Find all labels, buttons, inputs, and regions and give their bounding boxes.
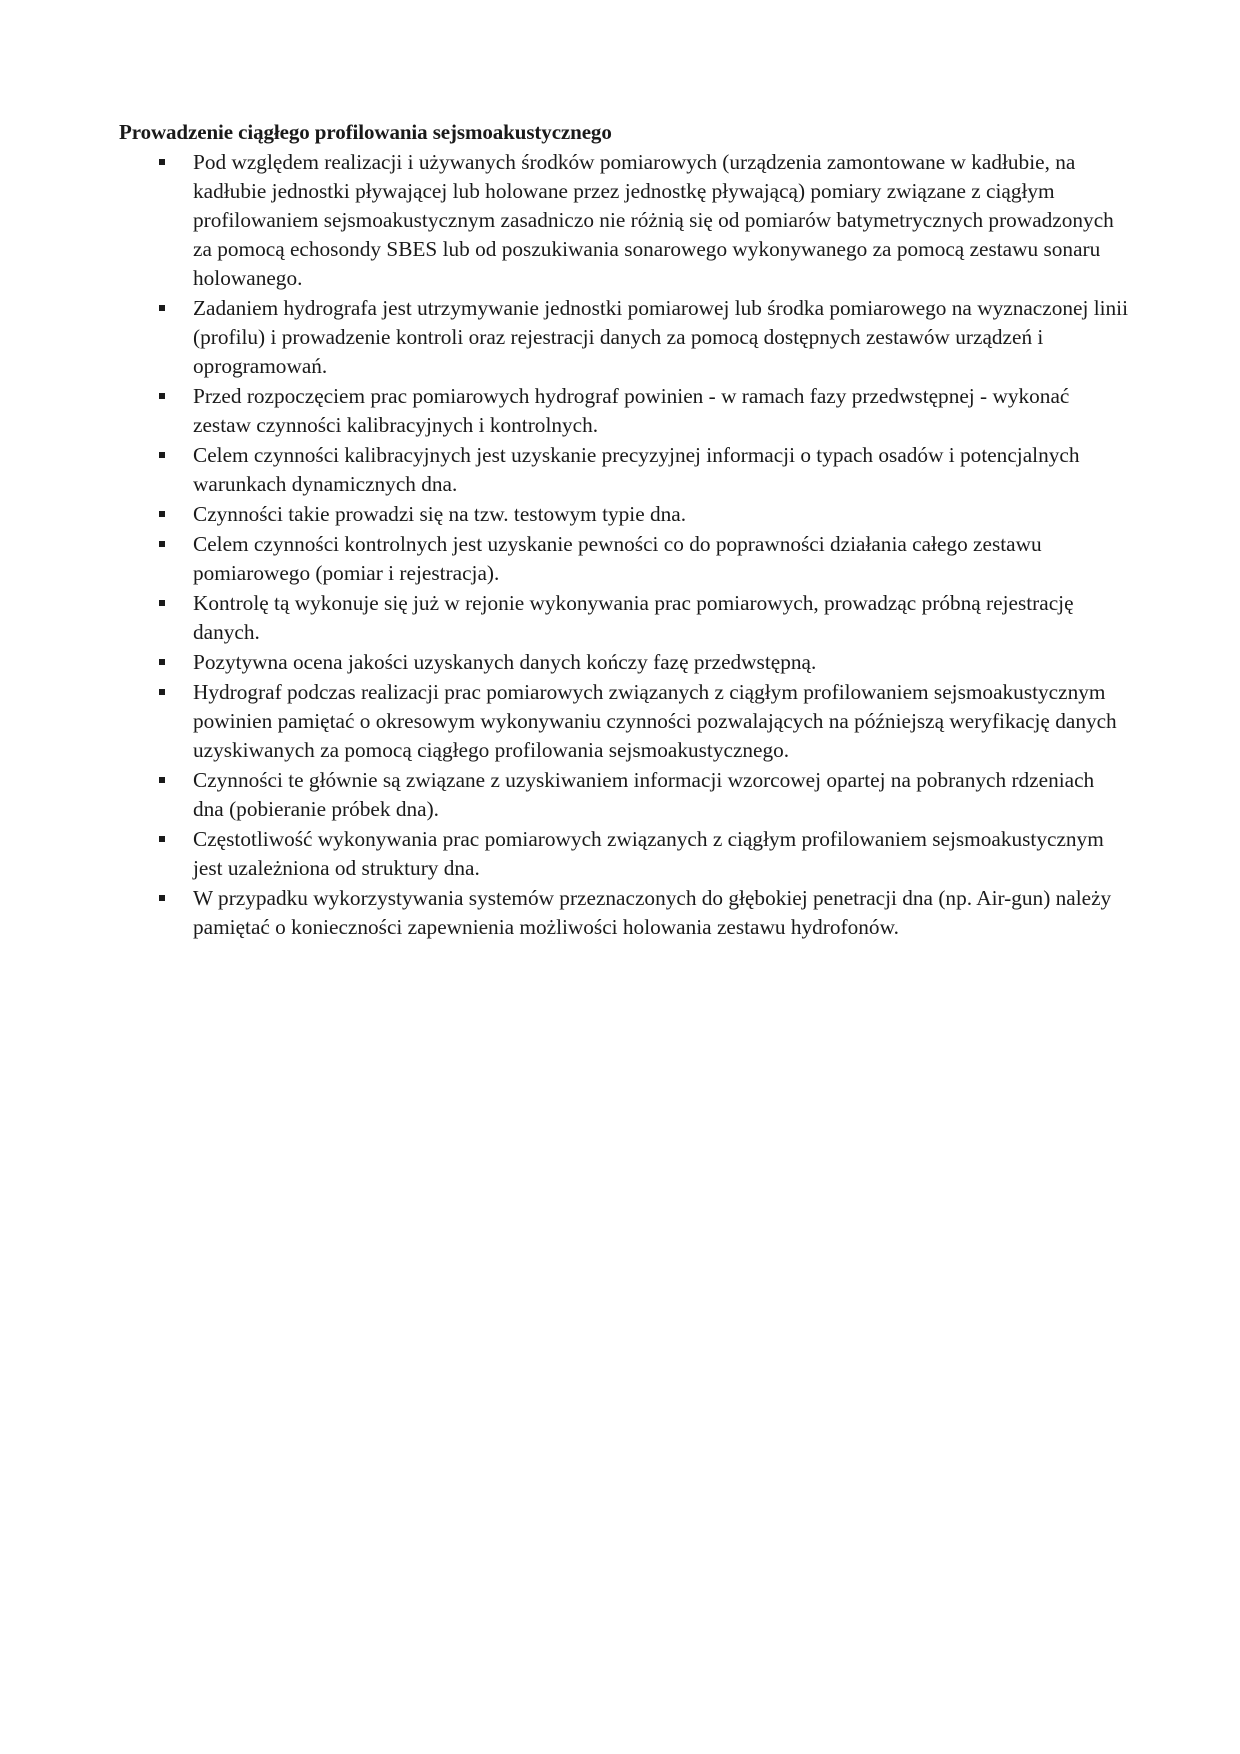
list-item <box>119 530 1129 588</box>
list-item <box>119 500 1129 529</box>
list-item <box>119 148 1129 293</box>
list-item <box>119 825 1129 883</box>
document-heading: Prowadzenie ciągłego profilowania sejsmoakustycznego <box>119 120 612 144</box>
list-item <box>119 766 1129 824</box>
list-item-text: Zadaniem hydrografa jest utrzymywanie jednostki pomiarowej lub środka pomiarowego na wyznaczonej linii (profilu) i prowadzenie kontroli oraz rejestracji danych za pomocą dostępnych zestawów urządzeń i oprogramowań. <box>193 296 1129 378</box>
square-bullet-icon <box>159 777 165 783</box>
list-item-text: Hydrograf podczas realizacji prac pomiarowych związanych z ciągłym profilowaniem sejsmoakustycznym powinien pamiętać o okresowym wykonywaniu czynności pozwalających na późniejszą weryfikację danych uzyskiwanych za pomocą ciągłego profilowania sejsmoakustycznego. <box>193 680 1117 762</box>
square-bullet-icon <box>159 836 165 842</box>
list-item <box>119 884 1129 942</box>
list-item <box>119 382 1129 440</box>
square-bullet-icon <box>159 159 165 165</box>
square-bullet-icon <box>159 541 165 547</box>
list-item-text: Czynności takie prowadzi się na tzw. testowym typie dna. <box>193 502 687 526</box>
list-item-text: Pozytywna ocena jakości uzyskanych danych kończy fazę przedwstępną. <box>193 650 817 674</box>
square-bullet-icon <box>159 659 165 665</box>
square-bullet-icon <box>159 305 165 311</box>
list-item <box>119 441 1129 499</box>
square-bullet-icon <box>159 600 165 606</box>
list-item-text: Pod względem realizacji i używanych środków pomiarowych (urządzenia zamontowane w kadłubie, na kadłubie jednostki pływającej lub holowane przez jednostkę pływającą) pomiary związane z ciągłym profilowaniem sejsmoakustycznym zasadniczo nie różnią się od pomiarów batymetrycznych prowadzonych za pomocą echosondy SBES lub od poszukiwania sonarowego wykonywanego za pomocą zestawu sonaru holowanego. <box>193 150 1114 290</box>
list-item-text: W przypadku wykorzystywania systemów przeznaczonych do głębokiej penetracji dna (np. Air-gun) należy pamiętać o konieczności zapewnienia możliwości holowania zestawu hydrofonów. <box>193 886 1112 939</box>
list-item-text: Kontrolę tą wykonuje się już w rejonie wykonywania prac pomiarowych, prowadząc próbną rejestrację danych. <box>193 591 1074 644</box>
list-item <box>119 589 1129 647</box>
square-bullet-icon <box>159 393 165 399</box>
list-item <box>119 678 1129 765</box>
square-bullet-icon <box>159 895 165 901</box>
list-item-text: Przed rozpoczęciem prac pomiarowych hydrograf powinien - w ramach fazy przedwstępnej - wykonać zestaw czynności kalibracyjnych i kontrolnych. <box>193 384 1070 437</box>
square-bullet-icon <box>159 689 165 695</box>
list-item <box>119 648 1129 677</box>
square-bullet-icon <box>159 452 165 458</box>
square-bullet-icon <box>159 511 165 517</box>
list-item-text: Częstotliwość wykonywania prac pomiarowych związanych z ciągłym profilowaniem sejsmoakustycznym jest uzależniona od struktury dna. <box>193 827 1104 880</box>
list-item-text: Czynności te głównie są związane z uzyskiwaniem informacji wzorcowej opartej na pobranych rdzeniach dna (pobieranie próbek dna). <box>193 768 1095 821</box>
list-item-text: Celem czynności kontrolnych jest uzyskanie pewności co do poprawności działania całego zestawu pomiarowego (pomiar i rejestracja). <box>193 532 1042 585</box>
list-item <box>119 294 1129 381</box>
document-body <box>119 118 1129 943</box>
list-item-text: Celem czynności kalibracyjnych jest uzyskanie precyzyjnej informacji o typach osadów i potencjalnych warunkach dynamicznych dna. <box>193 443 1080 496</box>
bullet-list <box>119 148 1129 942</box>
